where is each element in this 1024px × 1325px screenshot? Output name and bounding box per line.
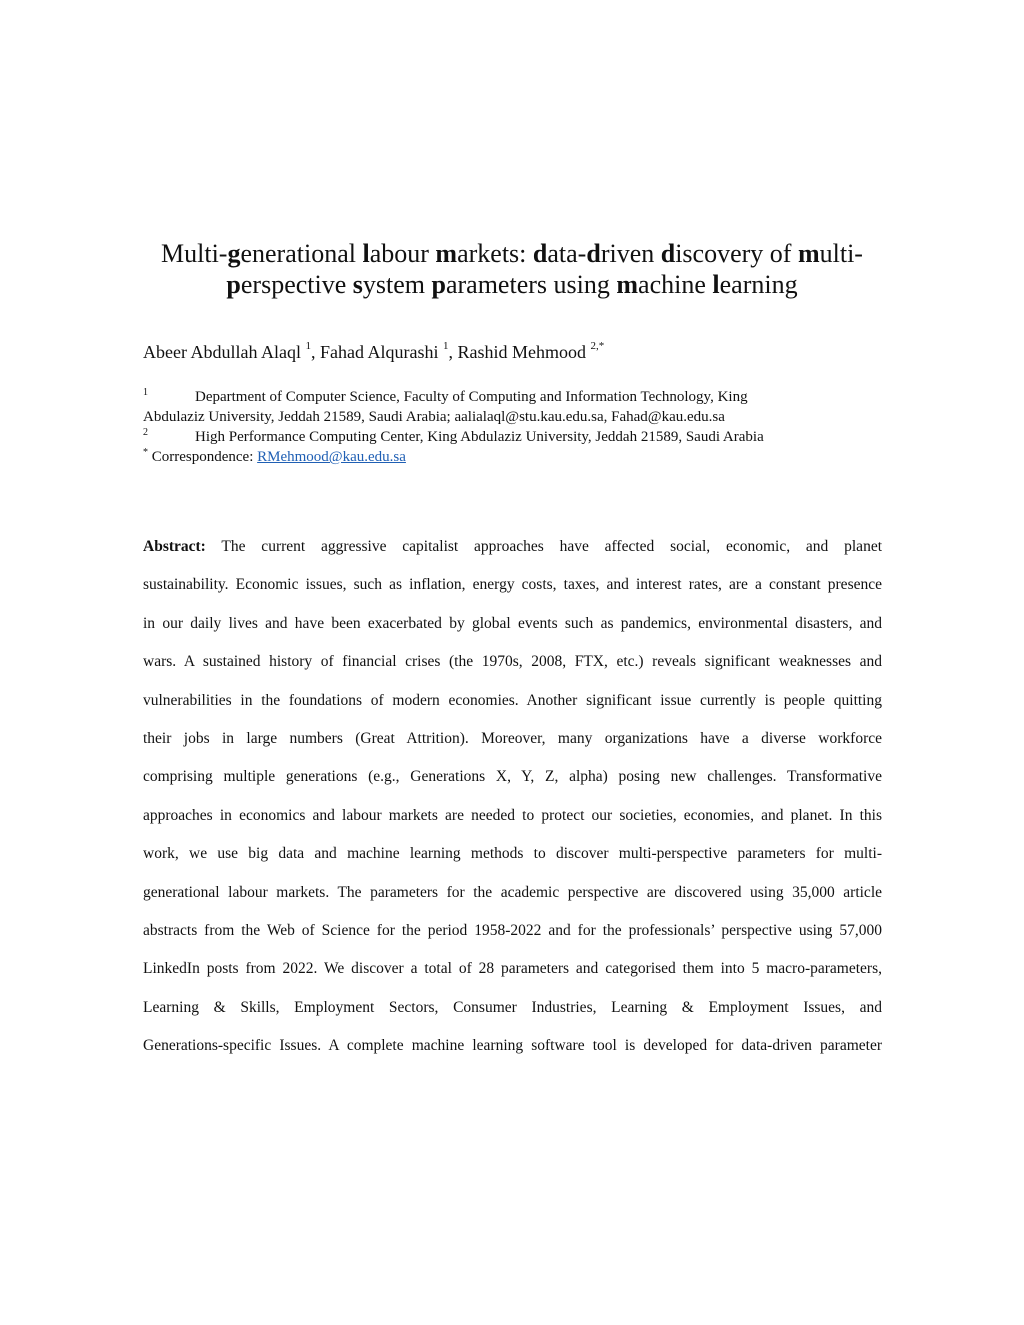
author-affiliation-mark: 1 [305, 340, 311, 352]
author-name: Fahad Alqurashi [319, 342, 439, 362]
abstract-line: in our daily lives and have been exacerbated by global events such as pandemics, environmental disasters, and [143, 614, 882, 632]
author-name: Abeer Abdullah Alaql [143, 342, 301, 362]
abstract [143, 528, 882, 1065]
affiliation-1-continued [143, 407, 883, 427]
correspondence-label: Correspondence: [151, 449, 258, 465]
abstract-line: abstracts from the Web of Science for the period 1958-2022 and for the professionals’ perspective using 57,000 [143, 921, 882, 939]
abstract-line: Generations-specific Issues. A complete machine learning software tool is developed for data-driven parameter [143, 1037, 882, 1055]
abstract-line: vulnerabilities in the foundations of modern economies. Another significant issue currently is people quitting [143, 691, 882, 709]
author-name: Rashid Mehmood [457, 342, 586, 362]
affiliation-1: 1 Department of Computer Science, Faculty of Computing and Information Technology, King [143, 387, 748, 405]
correspondence: * Correspondence: RMehmood@kau.edu.sa [143, 447, 406, 465]
abstract-line: wars. A sustained history of financial crises (the 1970s, 2008, FTX, etc.) reveals significant weaknesses and [143, 653, 882, 671]
affiliation-2: 2 High Performance Computing Center, King Abdulaziz University, Jeddah 21589, Saudi Arabia [143, 427, 764, 445]
affiliations [143, 387, 883, 467]
paper-title [100, 238, 924, 300]
abstract-line: work, we use big data and machine learning methods to discover multi-perspective parameters for multi- [143, 845, 882, 863]
affiliation-text: Department of Computer Science, Faculty of Computing and Information Technology, King [195, 389, 748, 405]
affiliation-text: High Performance Computing Center, King Abdulaziz University, Jeddah 21589, Saudi Arabia [195, 429, 764, 445]
abstract-line: their jobs in large numbers (Great Attrition). Moreover, many organizations have a diverse workforce [143, 729, 882, 747]
author-separator: , [448, 342, 458, 362]
title-line-2: perspective system parameters using machine learning [226, 270, 798, 299]
abstract-label: Abstract: [143, 538, 206, 555]
author-list [143, 340, 604, 364]
title-line-1: Multi-generational labour markets: data-driven discovery of multi- [161, 239, 863, 268]
author-affiliation-mark: 2,* [590, 340, 605, 352]
abstract-line: Abstract: The current aggressive capitalist approaches have affected social, economic, and planet [143, 538, 882, 555]
author-affiliation-mark: 1 [442, 340, 449, 352]
correspondence-email-link[interactable]: RMehmood@kau.edu.sa [257, 449, 406, 465]
author-separator: , [310, 342, 320, 362]
abstract-line: LinkedIn posts from 2022. We discover a total of 28 parameters and categorised them into 5 macro-parameters, [143, 960, 882, 978]
abstract-line: sustainability. Economic issues, such as inflation, energy costs, taxes, and interest rates, are a constant presence [143, 576, 882, 594]
abstract-line: generational labour markets. The parameters for the academic perspective are discovered using 35,000 article [143, 883, 882, 901]
abstract-line: approaches in economics and labour markets are needed to protect our societies, economies, and planet. In this [143, 806, 882, 824]
abstract-line: comprising multiple generations (e.g., Generations X, Y, Z, alpha) posing new challenges. Transformative [143, 768, 882, 786]
abstract-line: Learning & Skills, Employment Sectors, Consumer Industries, Learning & Employment Issues, and [143, 998, 882, 1016]
affiliation-text: Abdulaziz University, Jeddah 21589, Saudi Arabia; aalialaql@stu.kau.edu.sa, Fahad@kau.edu.sa [143, 409, 725, 425]
